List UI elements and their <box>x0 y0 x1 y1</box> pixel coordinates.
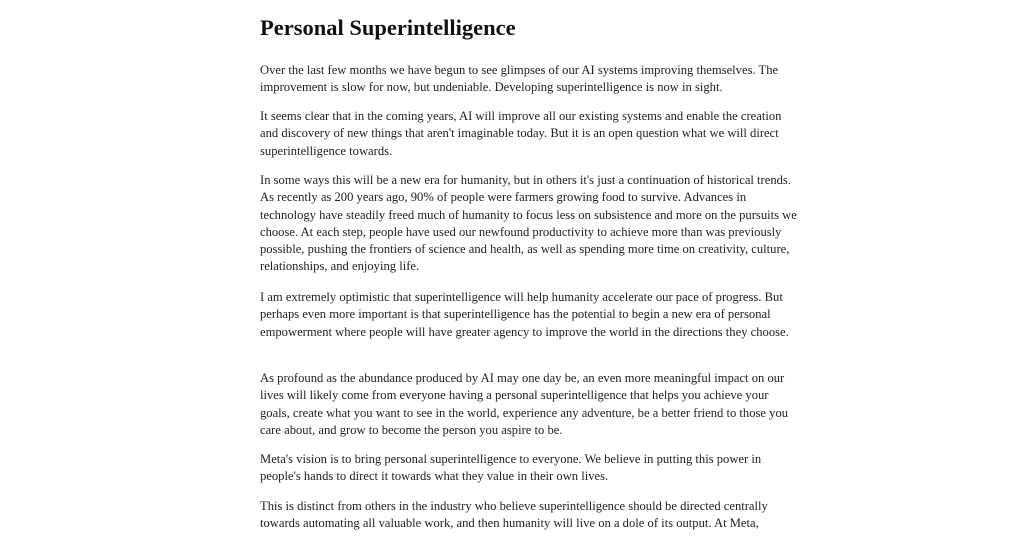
page-title: Personal Superintelligence <box>260 15 516 40</box>
paragraph: I am extremely optimistic that superintelligence will help humanity accelerate our pace of progress. But perhaps even more important is that superintelligence has the potential to begin a new era of personal empowerment where people will have greater agency to improve the world in the directions they choose. <box>260 290 789 339</box>
paragraph: Over the last few months we have begun to see glimpses of our AI systems improving themselves. The improvement is slow for now, but undeniable. Developing superintelligence is now in sight. <box>260 63 779 95</box>
paragraph: It seems clear that in the coming years, AI will improve all our existing systems and enable the creation and discovery of new things that aren't imaginable today. But it is an open question what we will direct superintelligence towards. <box>260 109 782 158</box>
paragraph: In some ways this will be a new era for humanity, but in others it's just a continuation of historical trends. As recently as 200 years ago, 90% of people were farmers growing food to survive. Advances in technology have steadily freed much of humanity to focus less on subsistence and more on the pursuits we choose. At each step, people have used our newfound productivity to achieve more than was previously possible, pushing the frontiers of science and health, as well as spending more time on creativity, culture, relationships, and enjoying life. <box>260 173 797 274</box>
paragraph: This is distinct from others in the industry who believe superintelligence should be directed centrally towards automating all valuable work, and then humanity will live on a dole of its output. At Meta, <box>260 499 768 531</box>
paragraph: Meta's vision is to bring personal superintelligence to everyone. We believe in putting this power in people's hands to direct it towards what they value in their own lives. <box>260 452 762 484</box>
paragraph: As profound as the abundance produced by AI may one day be, an even more meaningful impact on our lives will likely come from everyone having a personal superintelligence that helps you achieve your goals, create what you want to see in the world, experience any adventure, be a better friend to those you care about, and grow to become the person you aspire to be. <box>260 371 789 437</box>
article <box>260 0 800 531</box>
